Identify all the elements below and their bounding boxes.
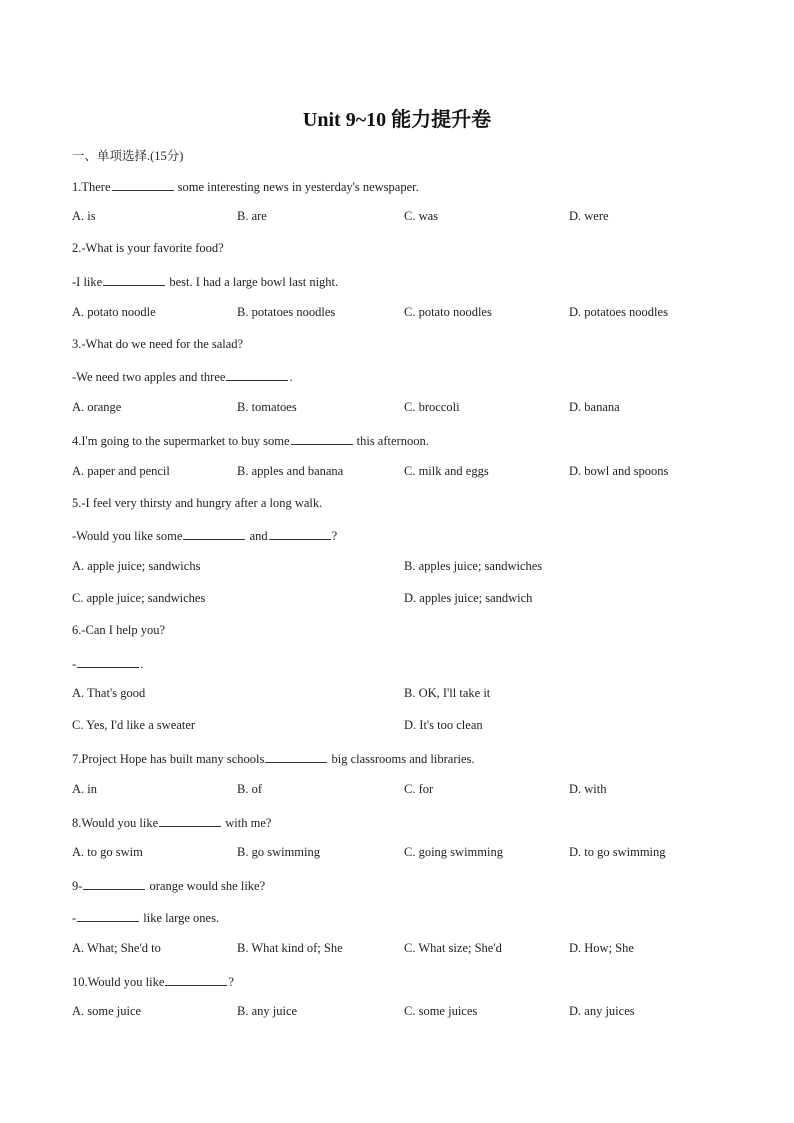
q7-text-post: big classrooms and libraries.	[331, 752, 475, 766]
answer-blank	[291, 432, 353, 445]
answer-blank	[159, 814, 221, 827]
q6-option-c: C. Yes, I'd like a sweater	[72, 718, 196, 732]
answer-blank	[77, 655, 139, 668]
q4-text-pre: 4.I'm going to the supermarket to buy some	[72, 434, 290, 448]
q9-reply-post: like large ones.	[143, 911, 220, 925]
q6-option-b: B. OK, I'll take it	[404, 686, 491, 700]
section-heading: 一、单项选择.(15分)	[72, 149, 184, 163]
q6-option-a: A. That's good	[72, 686, 146, 700]
q1-option-b: B. are	[237, 209, 267, 223]
q3-option-c: C. broccoli	[404, 400, 460, 414]
question-4	[72, 432, 429, 449]
q9-text-pre: 9-	[72, 879, 83, 893]
answer-blank	[77, 909, 139, 922]
question-6: 6.-Can I help you?	[72, 623, 166, 637]
question-6-reply	[72, 655, 143, 672]
question-2: 2.-What is your favorite food?	[72, 241, 224, 255]
q10-option-d: D. any juices	[569, 1004, 635, 1018]
q4-option-a: A. paper and pencil	[72, 464, 170, 478]
answer-blank	[265, 750, 327, 763]
q8-text-post: with me?	[225, 816, 272, 830]
q1-text-post: some interesting news in yesterday's newspaper.	[177, 180, 419, 194]
q8-option-a: A. to go swim	[72, 845, 143, 859]
q9-text-post: orange would she like?	[149, 879, 266, 893]
answer-blank	[165, 973, 227, 986]
q5-text-pre: -Would you like some	[72, 529, 183, 543]
q10-text-pre: 10.Would you like	[72, 975, 165, 989]
answer-blank	[112, 178, 174, 191]
q6-text-post: .	[140, 657, 144, 671]
answer-blank	[226, 368, 288, 381]
q5-option-b: B. apples juice; sandwiches	[404, 559, 543, 573]
q7-option-c: C. for	[404, 782, 434, 796]
page-title: Unit 9~10 能力提升卷	[302, 109, 492, 131]
q4-option-c: C. milk and eggs	[404, 464, 489, 478]
q2-option-c: C. potato noodles	[404, 305, 492, 319]
q3-option-b: B. tomatoes	[237, 400, 297, 414]
q10-text-post: ?	[228, 975, 234, 989]
q9-reply-pre: -	[72, 911, 77, 925]
q7-option-b: B. of	[237, 782, 262, 796]
q1-option-c: C. was	[404, 209, 439, 223]
q2-option-b: B. potatoes noodles	[237, 305, 336, 319]
q3-option-a: A. orange	[72, 400, 122, 414]
q9-option-a: A. What; She'd to	[72, 941, 161, 955]
question-1	[72, 178, 419, 195]
q2-text-pre: -I like	[72, 275, 103, 289]
q3-text-post: .	[289, 370, 293, 384]
q7-text-pre: 7.Project Hope has built many schools	[72, 752, 265, 766]
q4-text-post: this afternoon.	[356, 434, 429, 448]
q3-option-d: D. banana	[569, 400, 620, 414]
q1-option-d: D. were	[569, 209, 609, 223]
q5-option-c: C. apple juice; sandwiches	[72, 591, 206, 605]
answer-blank	[183, 527, 245, 540]
q5-text-mid: and	[249, 529, 268, 543]
q10-option-c: C. some juices	[404, 1004, 478, 1018]
q1-option-a: A. is	[72, 209, 96, 223]
q1-text-pre: 1.There	[72, 180, 111, 194]
q4-option-d: D. bowl and spoons	[569, 464, 669, 478]
q2-text-post: best. I had a large bowl last night.	[169, 275, 339, 289]
q2-option-d: D. potatoes noodles	[569, 305, 668, 319]
q5-option-d: D. apples juice; sandwich	[404, 591, 533, 605]
question-2-reply	[72, 273, 338, 290]
q10-option-a: A. some juice	[72, 1004, 142, 1018]
q7-option-a: A. in	[72, 782, 97, 796]
q8-option-d: D. to go swimming	[569, 845, 666, 859]
question-9-reply	[72, 909, 219, 926]
q7-option-d: D. with	[569, 782, 607, 796]
question-3: 3.-What do we need for the salad?	[72, 337, 244, 351]
q8-option-b: B. go swimming	[237, 845, 320, 859]
q8-option-c: C. going swimming	[404, 845, 503, 859]
q9-option-c: C. What size; She'd	[404, 941, 502, 955]
q8-text-pre: 8.Would you like	[72, 816, 159, 830]
q5-option-a: A. apple juice; sandwichs	[72, 559, 201, 573]
q5-text-post: ?	[331, 529, 338, 543]
question-10	[72, 973, 234, 990]
answer-blank	[103, 273, 165, 286]
answer-blank	[83, 877, 145, 890]
q9-option-d: D. How; She	[569, 941, 634, 955]
q10-option-b: B. any juice	[237, 1004, 298, 1018]
question-8	[72, 814, 271, 831]
q3-text-pre: -We need two apples and three	[72, 370, 226, 384]
q6-text-pre: -	[72, 657, 77, 671]
q9-option-b: B. What kind of; She	[237, 941, 343, 955]
question-5-reply	[72, 527, 337, 544]
question-7	[72, 750, 475, 767]
q6-option-d: D. It's too clean	[404, 718, 483, 732]
question-9	[72, 877, 265, 894]
answer-blank	[269, 527, 331, 540]
question-3-reply	[72, 368, 293, 385]
q2-option-a: A. potato noodle	[72, 305, 156, 319]
question-5: 5.-I feel very thirsty and hungry after a long walk.	[72, 496, 323, 510]
q4-option-b: B. apples and banana	[237, 464, 344, 478]
